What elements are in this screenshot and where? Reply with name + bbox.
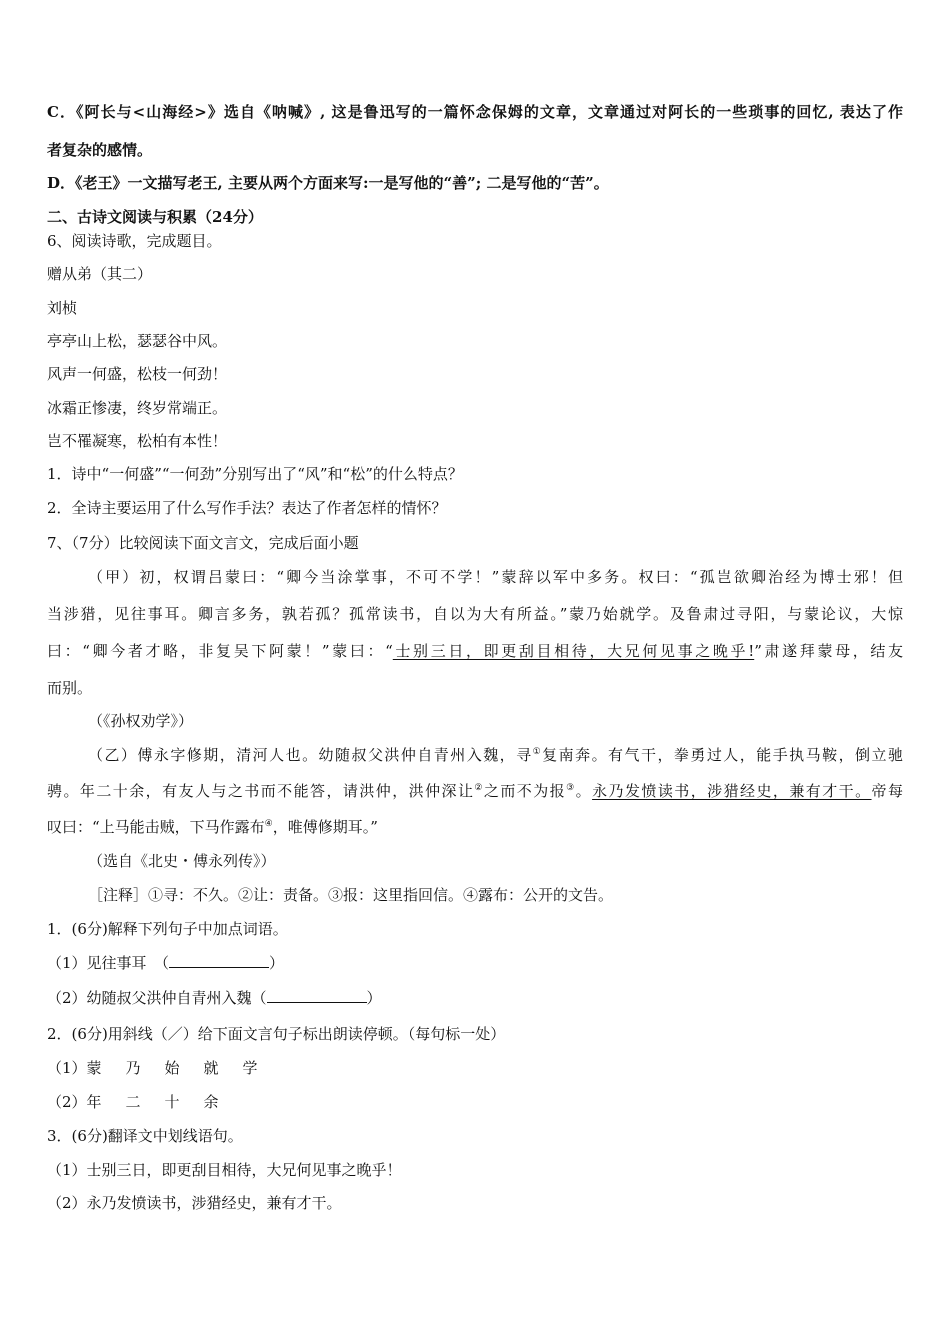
text-span: ，唯傅修期耳。” <box>272 818 378 836</box>
q6-sub2: 2．全诗主要运用了什么写作手法？表达了作者怎样的情怀？ <box>47 499 447 517</box>
passage-yi-line-1 <box>88 745 903 765</box>
option-d: D．《老王》一文描写老王, 主要从两个方面来写:一是写他的“善”; 二是写他的“苦”。 <box>47 174 609 192</box>
underlined-sentence: 永乃发愤读书，涉猎经史，兼有才干。 <box>592 782 872 800</box>
text-span: 。 <box>575 782 593 800</box>
passage-jia-source: （《孙权劝学》） <box>88 712 194 730</box>
q7-sub1-item-2 <box>47 988 382 1008</box>
passage-jia-line-2: 当涉猎，见往事耳。卿言多务，孰若孤？孤常读书，自以为大有所益。”蒙乃始就学。及鲁肃过寻阳，与蒙论议，大惊 <box>47 605 903 623</box>
text-span: （1）见往事耳 （ <box>47 954 170 972</box>
footnote-mark: ① <box>532 747 543 757</box>
annotations: ［注释］①寻：不久。②让：责备。③报：这里指回信。④露布：公开的文告。 <box>88 886 614 904</box>
q6-sub1: 1．诗中“一何盛”“一何劲”分别写出了“风”和“松”的什么特点？ <box>47 465 463 483</box>
underlined-sentence: 士别三日，即更刮目相待，大兄何见事之晚乎! <box>392 642 755 660</box>
poem-author: 刘桢 <box>47 299 78 317</box>
text-span: ”肃遂拜蒙母，结友 <box>754 642 903 660</box>
text-span: ） <box>366 989 382 1007</box>
text-span: （乙）傅永字修期，清河人也。幼随叔父洪仲自青州入魏，寻 <box>88 746 533 764</box>
text-span: 帝每 <box>871 782 903 800</box>
text-span: ） <box>269 954 285 972</box>
text-span: 之而不为报 <box>483 782 567 800</box>
q7-sub1: 1．(6分)解释下列句子中加点词语。 <box>47 920 288 938</box>
poem-line: 冰霜正惨凄，终岁常端正。 <box>47 399 228 417</box>
q7-sub3: 3．(6分)翻译文中划线语句。 <box>47 1127 243 1145</box>
q7-sub2-item-1 <box>47 1058 282 1078</box>
q6-stem: 6、阅读诗歌，完成题目。 <box>47 232 222 250</box>
q7-sub2-item-2 <box>47 1092 243 1112</box>
q7-sub2: 2．(6分)用斜线（／）给下面文言句子标出朗读停顿。（每句标一处） <box>47 1025 506 1043</box>
spaced-sentence: 蒙乃始就学 <box>86 1059 282 1077</box>
poem-title: 赠从弟（其二） <box>47 265 153 283</box>
text-span: 叹曰：“上马能击贼，下马作露布 <box>47 818 265 836</box>
passage-jia-line-1: （甲）初，权谓吕蒙曰：“卿今当涂掌事，不可不学！”蒙辞以军中多务。权曰：“孤岂欲卿治经为博士邪！但 <box>88 568 903 586</box>
poem-line: 亭亭山上松，瑟瑟谷中风。 <box>47 332 228 350</box>
q7-sub3-item-2: （2）永乃发愤读书，涉猎经史，兼有才干。 <box>47 1194 342 1212</box>
spaced-sentence: 年二十余 <box>86 1093 243 1111</box>
passage-jia-line-3 <box>47 641 903 661</box>
option-c-line-2: 者复杂的感情。 <box>47 141 153 159</box>
footnote-mark: ③ <box>566 783 576 793</box>
answer-blank[interactable] <box>169 953 269 968</box>
text-span: （1） <box>47 1059 87 1077</box>
option-c-line-1: C．《阿长与<山海经>》选自《呐喊》, 这是鲁迅写的一篇怀念保姆的文章，文章通过对阿长的一些琐事的回忆, 表达了作 <box>47 103 903 121</box>
footnote-mark: ② <box>474 783 484 793</box>
poem-line: 风声一何盛，松枝一何劲！ <box>47 365 228 383</box>
poem-line: 岂不罹凝寒，松柏有本性！ <box>47 432 228 450</box>
passage-yi-source: （选自《北史・傅永列传》） <box>88 852 276 870</box>
text-span: 骋。年二十余，有友人与之书而不能答，请洪仲，洪仲深让 <box>47 782 475 800</box>
section-title: 二、古诗文阅读与积累（24分） <box>47 208 263 226</box>
text-span: 曰：“卿今者才略，非复吴下阿蒙！”蒙曰：“ <box>47 642 393 660</box>
q7-sub3-item-1: （1）士别三日，即更刮目相待，大兄何见事之晚乎！ <box>47 1161 402 1179</box>
answer-blank[interactable] <box>267 988 367 1003</box>
text-span: （2）幼随叔父洪仲自青州入魏（ <box>47 989 267 1007</box>
passage-yi-line-2 <box>47 781 903 801</box>
q7-stem: 7、（7分）比较阅读下面文言文，完成后面小题 <box>47 534 359 552</box>
passage-yi-line-3 <box>47 817 378 837</box>
text-span: 复南奔。有气干，拳勇过人，能手执马鞍，倒立驰 <box>542 746 903 764</box>
q7-sub1-item-1 <box>47 953 284 973</box>
text-span: （2） <box>47 1093 87 1111</box>
passage-jia-line-4: 而别。 <box>47 679 93 697</box>
footnote-mark: ④ <box>264 819 273 829</box>
